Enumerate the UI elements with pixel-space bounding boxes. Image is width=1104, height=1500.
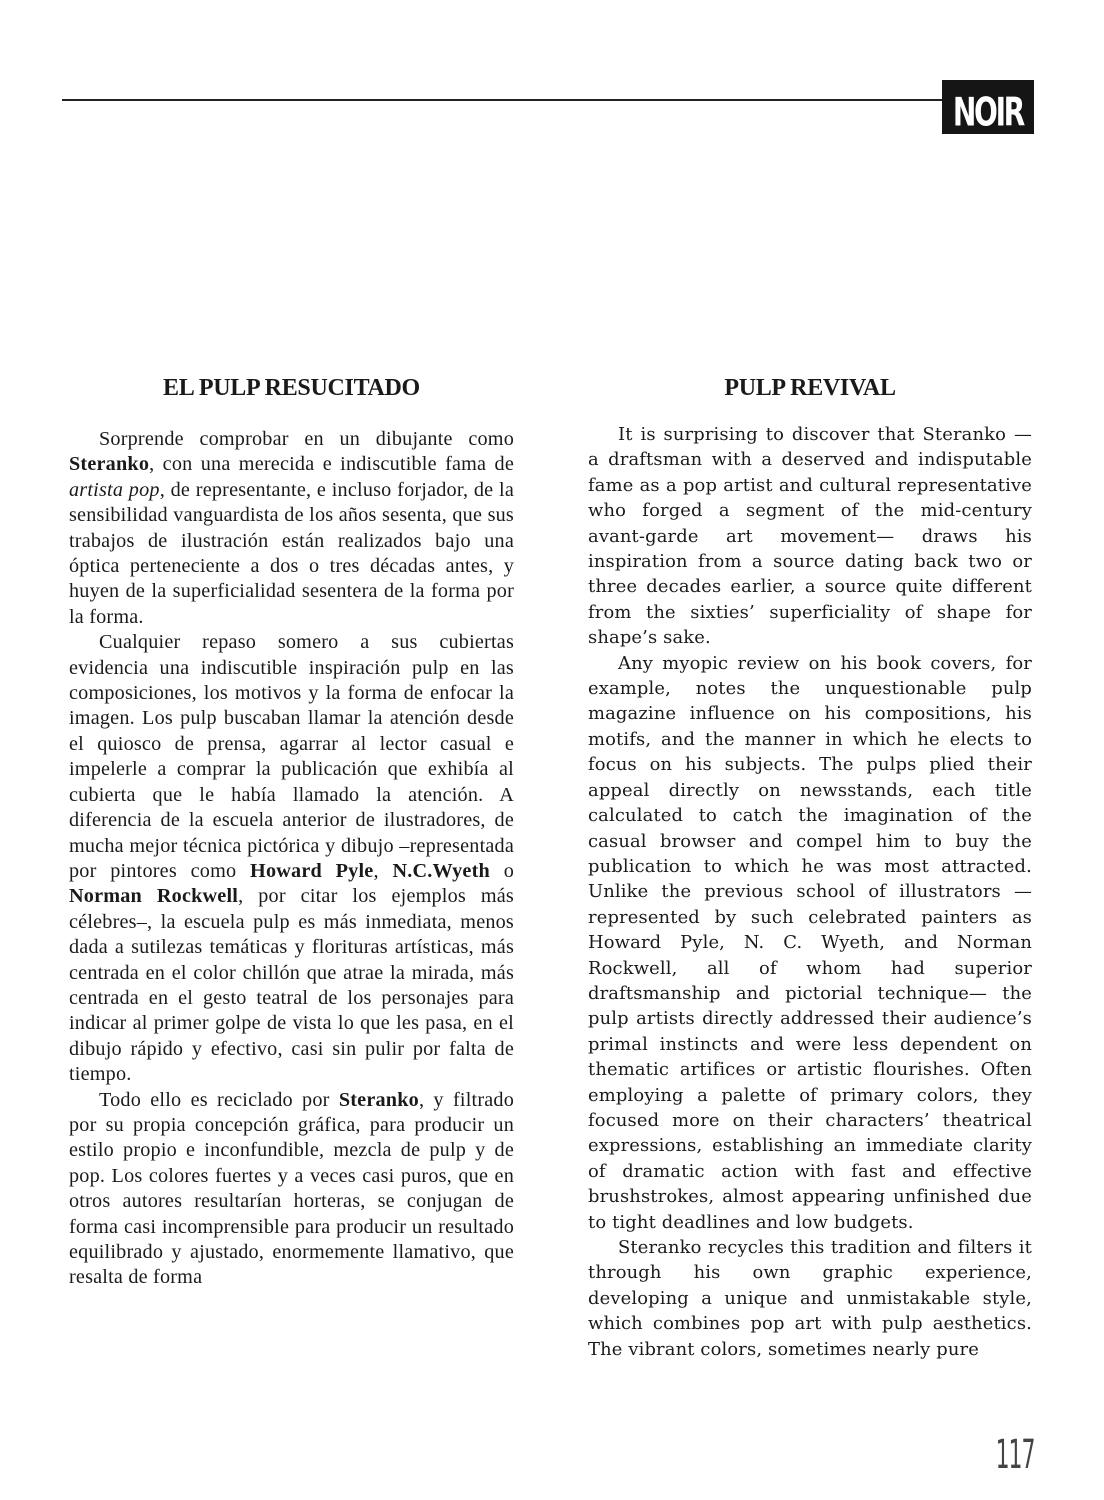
text-run: Cualquier repaso somero a sus cubiertas evidencia una indiscutible inspiración pulp en las composiciones, los motivos y la forma de enfocar la imagen. Los pulp buscaban llamar la atención desde el quiosco de prensa, agarrar al lector casual e impelerle a comprar la publicación que exhibía al cubierta que le había llamado la atención. A diferencia de la escuela anterior de ilustradores, de mucha mejor técnica pictórica y dibujo –representada por pintores como <box>69 631 514 882</box>
italic-term: artista pop <box>69 478 160 501</box>
bold-name: Norman Rockwell <box>69 885 239 908</box>
header-rule <box>62 99 944 101</box>
text-run: Sorprende comprobar en un dibujante como <box>99 428 514 450</box>
spanish-paragraph-3 <box>69 1088 514 1291</box>
text-run: , de representante, e incluso forjador, de la sensibilidad vanguardista de los años sesenta, que sus trabajos de ilustración están realizados bajo una óptica perteneciente a dos o tres décadas antes, y huyen de la superficialidad sesentera de la forma por la forma. <box>69 478 514 628</box>
text-run: , y filtrado por su propia concepción gráfica, para producir un estilo propio e inconfundible, mezcla de pulp y de pop. Los colores fuertes y a veces casi puros, que en otros autores resultarían horteras, se conjugan de forma casi incomprensible para producir un resultado equilibrado y ajustado, enormemente llamativo, que resalta de forma <box>69 1088 514 1289</box>
spanish-paragraph-1 <box>69 427 514 630</box>
bold-name: Steranko <box>338 1088 419 1111</box>
bold-name: Howard Pyle <box>250 859 374 882</box>
english-paragraph-2: Any myopic review on his book covers, for example, notes the unquestionable pulp magazine influence on his compositions, his motifs, and the manner in which he elects to focus on his subjects. The pulps plied their appeal directly on newsstands, each title calculated to catch the imagination of the casual browser and compel him to buy the publication to which he was most attracted. Unlike the previous school of illustrators — represented by such celebrated painters as Howard Pyle, N. C. Wyeth, and Norman Rockwell, all of whom had superior draftsmanship and pictorial technique— the pulp artists directly addressed their audience’s primal instincts and were less dependent on thematic artifices or artistic flourishes. Often employing a palette of primary colors, they focused more on their characters’ theatrical expressions, establishing an immediate clarity of dramatic action with fast and effective brushstrokes, almost appearing unfinished due to tight deadlines and low budgets. <box>588 652 1032 1233</box>
english-paragraph-1: It is surprising to discover that Steranko — a draftsman with a deserved and indisputable fame as a pop artist and cultural representative who forged a segment of the mid-century avant-garde art movement— draws his inspiration from a source dating back two or three decades earlier, a source quite different from the sixties’ superficiality of shape for shape’s sake. <box>588 424 1032 649</box>
text-run: , por citar los ejemplos más célebres–, la escuela pulp es más inmediata, menos dada a sutilezas temáticas y florituras artísticas, más centrada en el color chillón que atrae la mirada, más centrada en el gesto teatral de los personajes para indicar al primer golpe de vista lo que les pasa, en el dibujo rápido y efectivo, casi sin pulir por falta de tiempo. <box>69 885 514 1086</box>
english-paragraph-3: Steranko recycles this tradition and filters it through his own graphic experience, developing a unique and unmistakable style, which combines pop art with pulp aesthetics. The vibrant colors, sometimes nearly pure <box>588 1237 1032 1360</box>
text-run: o <box>489 859 514 882</box>
bold-name: N.C.Wyeth <box>392 859 490 882</box>
spanish-paragraph-2 <box>69 630 514 1087</box>
english-title: PULP REVIVAL <box>724 375 896 401</box>
english-column <box>588 368 1032 1362</box>
page-number: 117 <box>995 1432 1034 1478</box>
text-run: Todo ello es reciclado por <box>99 1088 339 1111</box>
spanish-title: EL PULP RESUCITADO <box>163 375 420 401</box>
noir-logo-text: NOIR <box>952 90 1024 134</box>
spanish-column <box>69 368 514 1291</box>
noir-logo <box>942 80 1034 134</box>
bold-name: Steranko <box>69 453 150 476</box>
text-run: , con una merecida e indiscutible fama de <box>149 453 514 476</box>
text-run: , <box>373 859 393 882</box>
